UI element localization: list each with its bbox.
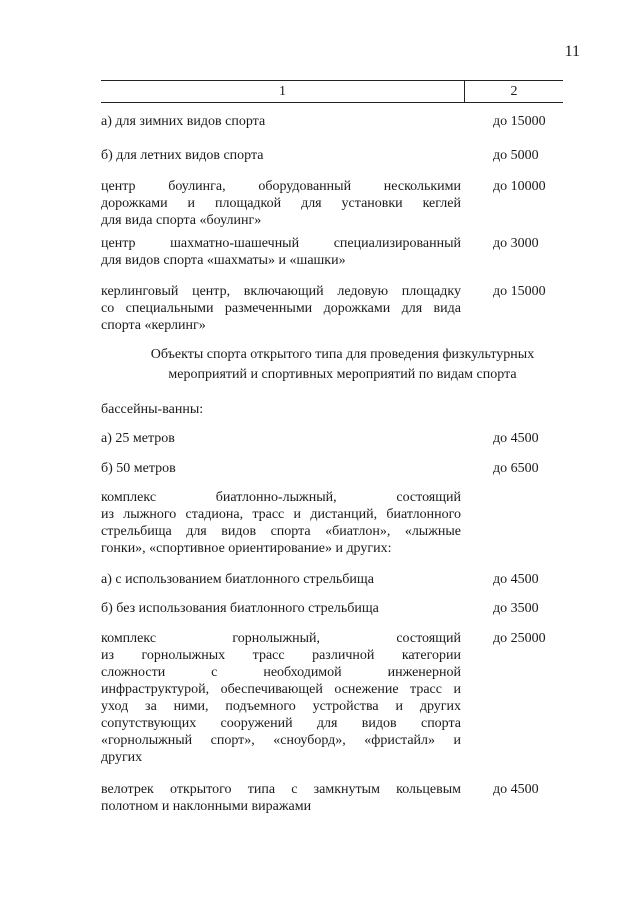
row-value: до 10000: [493, 179, 546, 194]
row-description: центр боулинга, оборудованный несколькими дорожками и площадкой для установки кеглей для вида спорта «боулинг»: [101, 179, 461, 228]
section-heading-line: Объекты спорта открытого типа для проведения физкультурных: [150, 347, 535, 362]
row-value: до 3500: [493, 601, 539, 616]
row-description: б) без использования биатлонного стрельбища: [101, 601, 379, 616]
section-heading-line: мероприятий и спортивных мероприятий по видам спорта: [168, 367, 517, 382]
column-1-header: 1: [101, 81, 465, 102]
row-description: комплекс горнолыжный, состоящий из горнолыжных трасс различной категории сложности с необходимой инженерной инфраструктурой, обеспечивающей оснежение трасс и уход за ними, подъемного устройства и других сопутствующих сооружений для видов спорта «горнолыжный спорт», «сноуборд», «фристайл» и других: [101, 631, 461, 765]
column-2-header: 2: [510, 84, 518, 99]
row-description: б) 50 метров: [101, 461, 176, 476]
table-header: [101, 80, 563, 103]
row-description: а) 25 метров: [101, 431, 175, 446]
row-value: до 4500: [493, 431, 539, 446]
row-description: керлинговый центр, включающий ледовую площадку со специальными размеченными дорожками для вида спорта «керлинг»: [101, 284, 461, 333]
row-description: центр шахматно-шашечный специализированный для видов спорта «шахматы» и «шашки»: [101, 236, 461, 268]
row-description: велотрек открытого типа с замкнутым кольцевым полотном и наклонными виражами: [101, 782, 461, 814]
row-value: до 5000: [493, 148, 539, 163]
row-description: б) для летних видов спорта: [101, 148, 264, 163]
page-number: 11: [564, 43, 580, 60]
row-value: до 15000: [493, 114, 546, 129]
row-description: а) с использованием биатлонного стрельбища: [101, 572, 374, 587]
row-description: бассейны-ванны:: [101, 402, 204, 417]
section-heading: [130, 345, 555, 385]
row-description: комплекс биатлонно-лыжный, состоящий из лыжного стадиона, трасс и дистанций, биатлонного стрельбища для видов спорта «биатлон», «лыжные гонки», «спортивное ориентирование» и других:: [101, 490, 461, 556]
row-value: до 15000: [493, 284, 546, 299]
row-value: до 4500: [493, 572, 539, 587]
row-value: до 3000: [493, 236, 539, 251]
row-value: до 6500: [493, 461, 539, 476]
row-value: до 25000: [493, 631, 546, 646]
row-value: до 4500: [493, 782, 539, 797]
row-description: а) для зимних видов спорта: [101, 114, 266, 129]
